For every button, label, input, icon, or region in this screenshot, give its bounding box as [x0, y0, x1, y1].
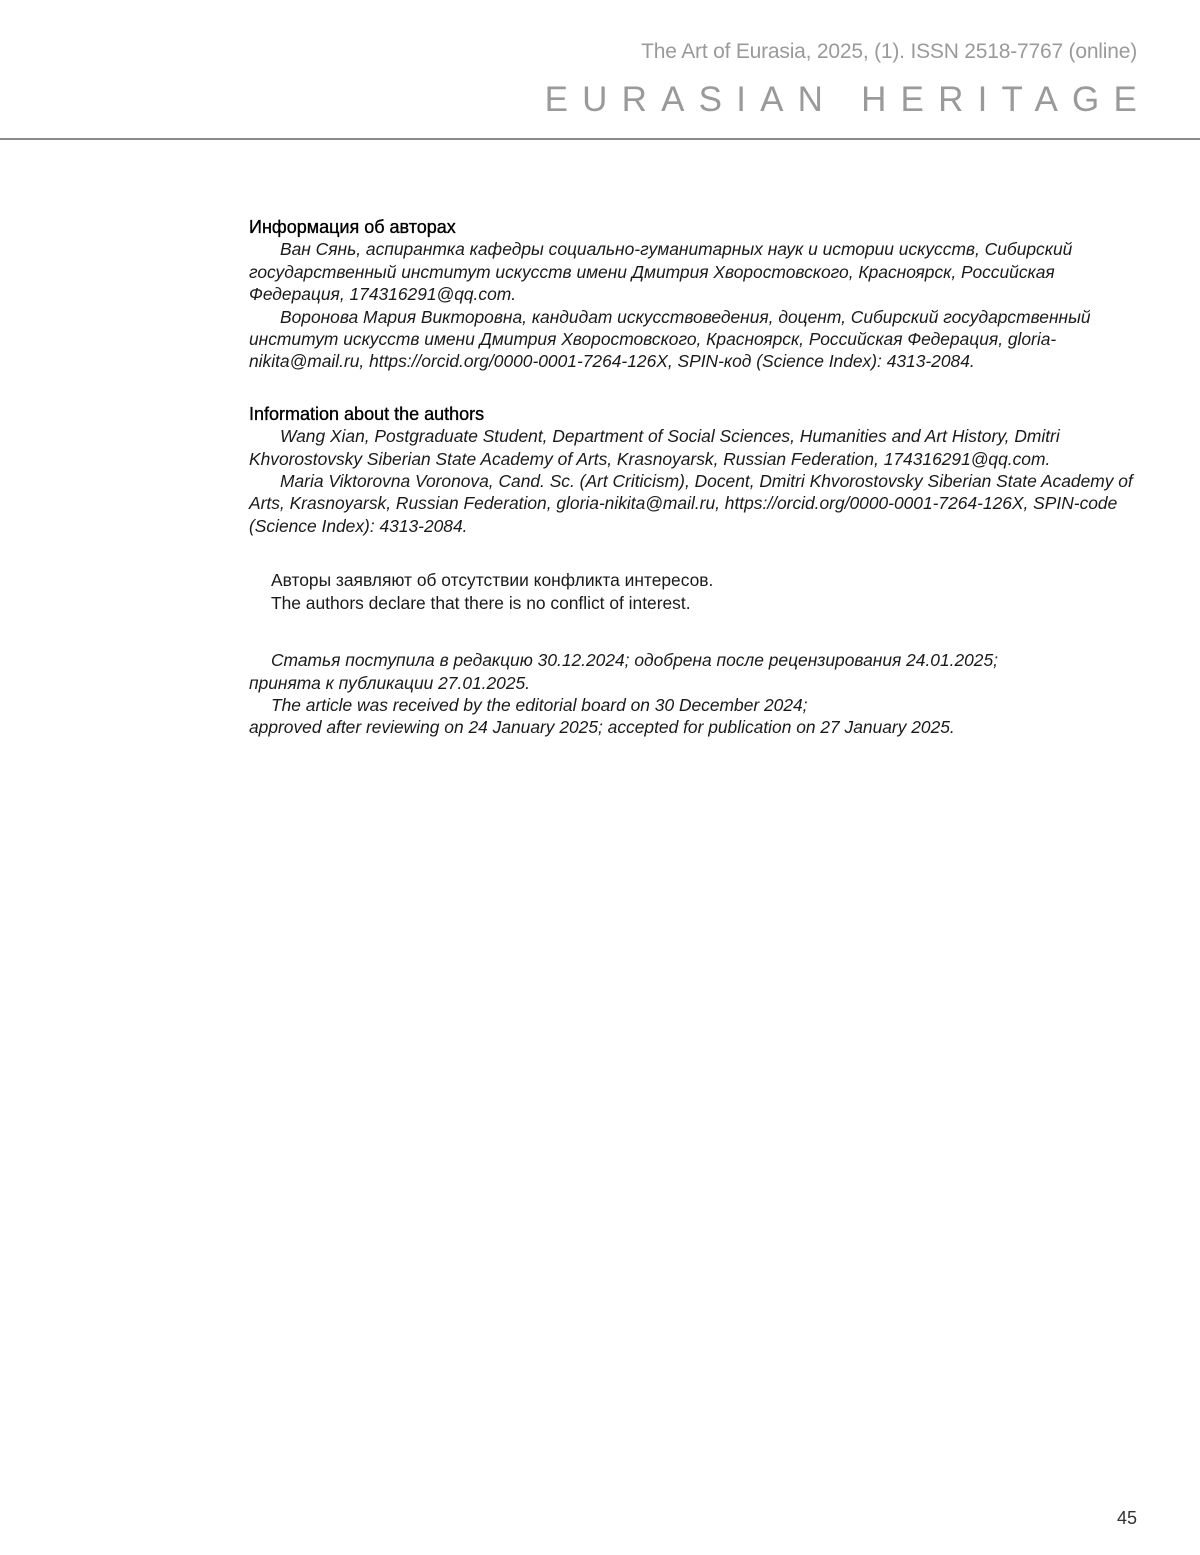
- dates-en-line-2: approved after reviewing on 24 January 2025; accepted for publication on 27 January 2025.: [249, 717, 955, 738]
- spacer: [249, 537, 1149, 569]
- author-entry-text: Воронова Мария Викторовна, кандидат искусствоведения, доцент, Сибирский государственный институт искусств имени Дмитрия Хворостовского, Красноярск, Российская Федерация, gloria-nikita@mail.ru, https://orcid.org/0000-0001-7264-126X, SPIN-код (Science Index): 4313-2084.: [249, 306, 1091, 372]
- authors-info-ru: [249, 216, 1149, 373]
- author-entry-text: Maria Viktorovna Voronova, Cand. Sc. (Art Criticism), Docent, Dmitri Khvorostovsky Siberian State Academy of Arts, Krasnoyarsk, Russian Federation, gloria-nikita@mail.ru, https://orcid.org/0000-0001-7264-126X, SPIN-code (Science Index): 4313-2084.: [249, 471, 1133, 536]
- author-entry-en-1: [249, 425, 1149, 470]
- dates-en-line-1: The article was received by the editorial board on 30 December 2024;: [271, 694, 808, 715]
- author-entry-ru-2: [249, 306, 1149, 373]
- authors-info-en-heading: Information about the authors: [249, 403, 485, 424]
- spacer: [249, 614, 1149, 649]
- page-header: [0, 0, 1200, 140]
- spacer: [249, 373, 1149, 403]
- dates-ru-line-1: Статья поступила в редакцию 30.12.2024; одобрена после рецензирования 24.01.2025;: [271, 650, 998, 671]
- authors-info-ru-heading: Информация об авторах: [249, 217, 456, 237]
- page-body: [249, 216, 1149, 739]
- dates-ru: [249, 649, 1149, 694]
- authors-info-en: [249, 403, 1149, 537]
- conflict-statement-ru: Авторы заявляют об отсутствии конфликта интересов.: [271, 570, 714, 591]
- article-dates: [249, 649, 1149, 739]
- journal-citation: The Art of Eurasia, 2025, (1). ISSN 2518-7767 (online): [641, 40, 1137, 63]
- page-number: 45: [1116, 1508, 1137, 1528]
- author-entry-text: Ван Сянь, аспирантка кафедры социально-гуманитарных наук и истории искусств, Сибирский государственный институт искусств имени Дмитрия Хворостовского, Красноярск, Российская Федерация, 174316291@qq.com.: [249, 239, 1073, 305]
- journal-brand-title: EURASIAN HERITAGE: [544, 80, 1151, 119]
- author-entry-ru-1: [249, 238, 1149, 305]
- dates-en: [249, 694, 1149, 739]
- author-entry-text: Wang Xian, Postgraduate Student, Department of Social Sciences, Humanities and Art History, Dmitri Khvorostovsky Siberian State Academy of Arts, Krasnoyarsk, Russian Federation, 174316291@qq.com.: [249, 426, 1060, 469]
- conflict-statement-en: The authors declare that there is no conflict of interest.: [271, 592, 691, 613]
- author-entry-en-2: [249, 470, 1149, 537]
- conflict-of-interest: [249, 569, 1149, 614]
- dates-ru-line-2: принята к публикации 27.01.2025.: [249, 672, 531, 693]
